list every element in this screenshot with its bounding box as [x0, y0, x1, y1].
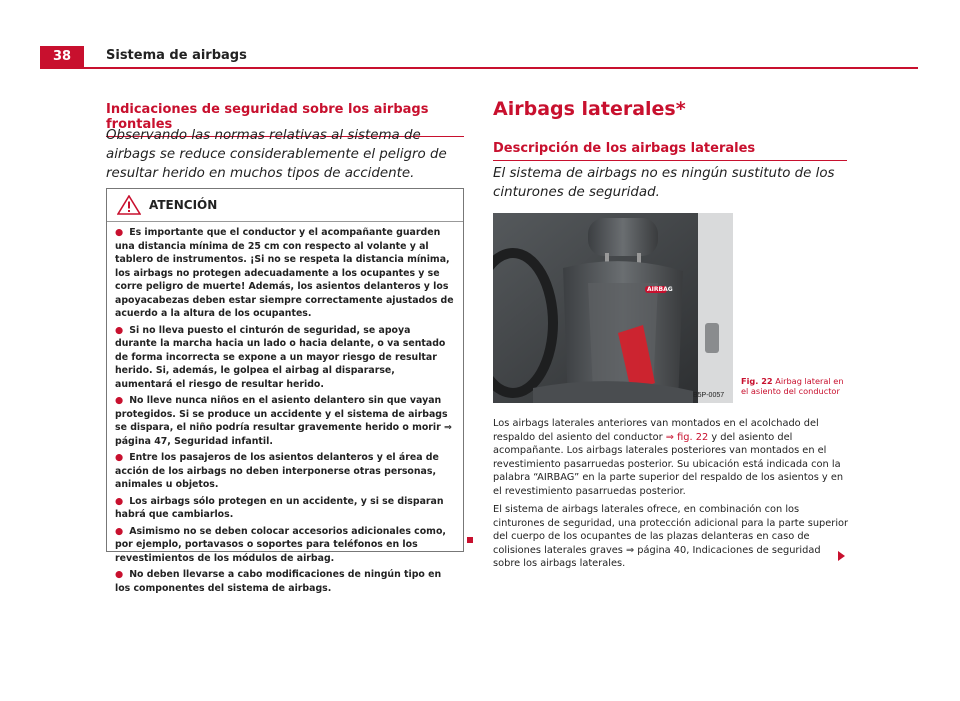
figure-code: B5P-0057 — [693, 392, 725, 399]
continue-arrow-icon — [838, 551, 845, 561]
right-subtitle: Descripción de los airbags laterales — [493, 141, 847, 161]
warning-item: ● Es importante que el conductor y el acompañante guarden una distancia mínima de 25 cm con respecto al volante y al tablero de instrumentos. ¡Si no se respeta la distancia mínima, los airbags no protegen adecuadamente a los ocupantes y se corre peligro de muerte! Además, los asientos delanteros y los apoyacabezas deben estar siempre correctamente ajustados de acuerdo a la altura de los ocupantes. — [115, 227, 454, 319]
warning-item: ● Los airbags sólo protegen en un accidente, y si se disparan habrá que cambiarlos. — [115, 495, 444, 520]
figure-caption-text: Airbag lateral en el asiento del conductor — [741, 376, 844, 396]
warning-item: ● No deben llevarse a cabo modificaciones de ningún tipo en los componentes del sistema de airbags. — [115, 569, 442, 594]
figure-link[interactable]: ⇒ fig. 22 — [665, 431, 709, 443]
airbag-label: AIRBAG — [647, 286, 673, 293]
bullet-icon: ● — [115, 525, 124, 537]
right-title: Airbags laterales* — [493, 98, 686, 120]
left-subtitle: Indicaciones de seguridad sobre los airbags frontales — [106, 102, 464, 137]
figure-caption — [741, 376, 851, 396]
header-rule — [40, 67, 918, 69]
warning-item: ● Asimismo no se deben colocar accesorios adicionales como, por ejemplo, portavasos o soportes para teléfonos en los revestimientos de los módulos de airbag. — [115, 525, 446, 564]
page-number: 38 — [40, 46, 84, 67]
bullet-icon: ● — [115, 395, 124, 406]
warning-header — [107, 189, 463, 221]
bullet-icon: ● — [115, 569, 124, 580]
bullet-icon: ● — [115, 324, 124, 336]
bullet-icon: ● — [115, 227, 124, 238]
section-end-marker — [467, 537, 473, 543]
warning-item: ● No lleve nunca niños en el asiento delantero sin que vayan protegidos. Si se produce un accidente y el sistema de airbags se dispara, el niño podría resultar gravemente herido o morir ⇒ página 47, Seguridad infantil. — [115, 395, 452, 447]
warning-box — [106, 188, 464, 594]
figure-ref: Fig. 22 — [741, 376, 773, 386]
bullet-icon: ● — [115, 452, 124, 463]
section-title: Sistema de airbags — [106, 48, 247, 63]
warning-item: ● Entre los pasajeros de los asientos delanteros y el área de acción de los airbags no deben interponerse otras personas, animales u objetos. — [115, 452, 439, 490]
warning-body — [107, 222, 463, 595]
seat-airbag-figure — [493, 213, 733, 403]
paragraph-2: El sistema de airbags laterales ofrece, en combinación con los cinturones de seguridad, una protección adicional para la parte superior del cuerpo de los ocupantes de las plazas delanteras en caso de colisiones laterales graves ⇒ página 40, Indicaciones de seguridad sobre los airbags laterales. — [493, 504, 849, 569]
right-intro: El sistema de airbags no es ningún sustituto de los cinturones de seguridad. — [493, 166, 835, 200]
bullet-icon: ● — [115, 495, 124, 507]
warning-title: ATENCIÓN — [149, 198, 218, 212]
warning-triangle-icon — [117, 195, 141, 215]
paragraph-1: Los airbags laterales anteriores van montados en el acolchado del respaldo del asiento del conductor ⇒ fig. 22 y del asiento del acompañante. Los airbags laterales posteriores van montados en el revestimiento pasarruedas posterior. Su ubicación está indicada con la palabra “AIRBAG” en la parte superior del respaldo de los asientos y en el revestimiento pasarruedas posterior. — [493, 418, 844, 497]
seat-illustration — [493, 213, 733, 403]
left-intro: Observando las normas relativas al sistema de airbags se reduce considerablemente el peligro de resultar herido en muchos tipos de accidente. — [106, 128, 447, 181]
warning-item: ● Si no lleva puesto el cinturón de seguridad, se apoya durante la marcha hacia un lado o hacia delante, o va sentado de forma incorrecta se expone a un mayor riesgo de resultar herido. Si, además, le golpea el airbag al dispararse, aumentará el riesgo de resultar herido. — [115, 324, 446, 390]
